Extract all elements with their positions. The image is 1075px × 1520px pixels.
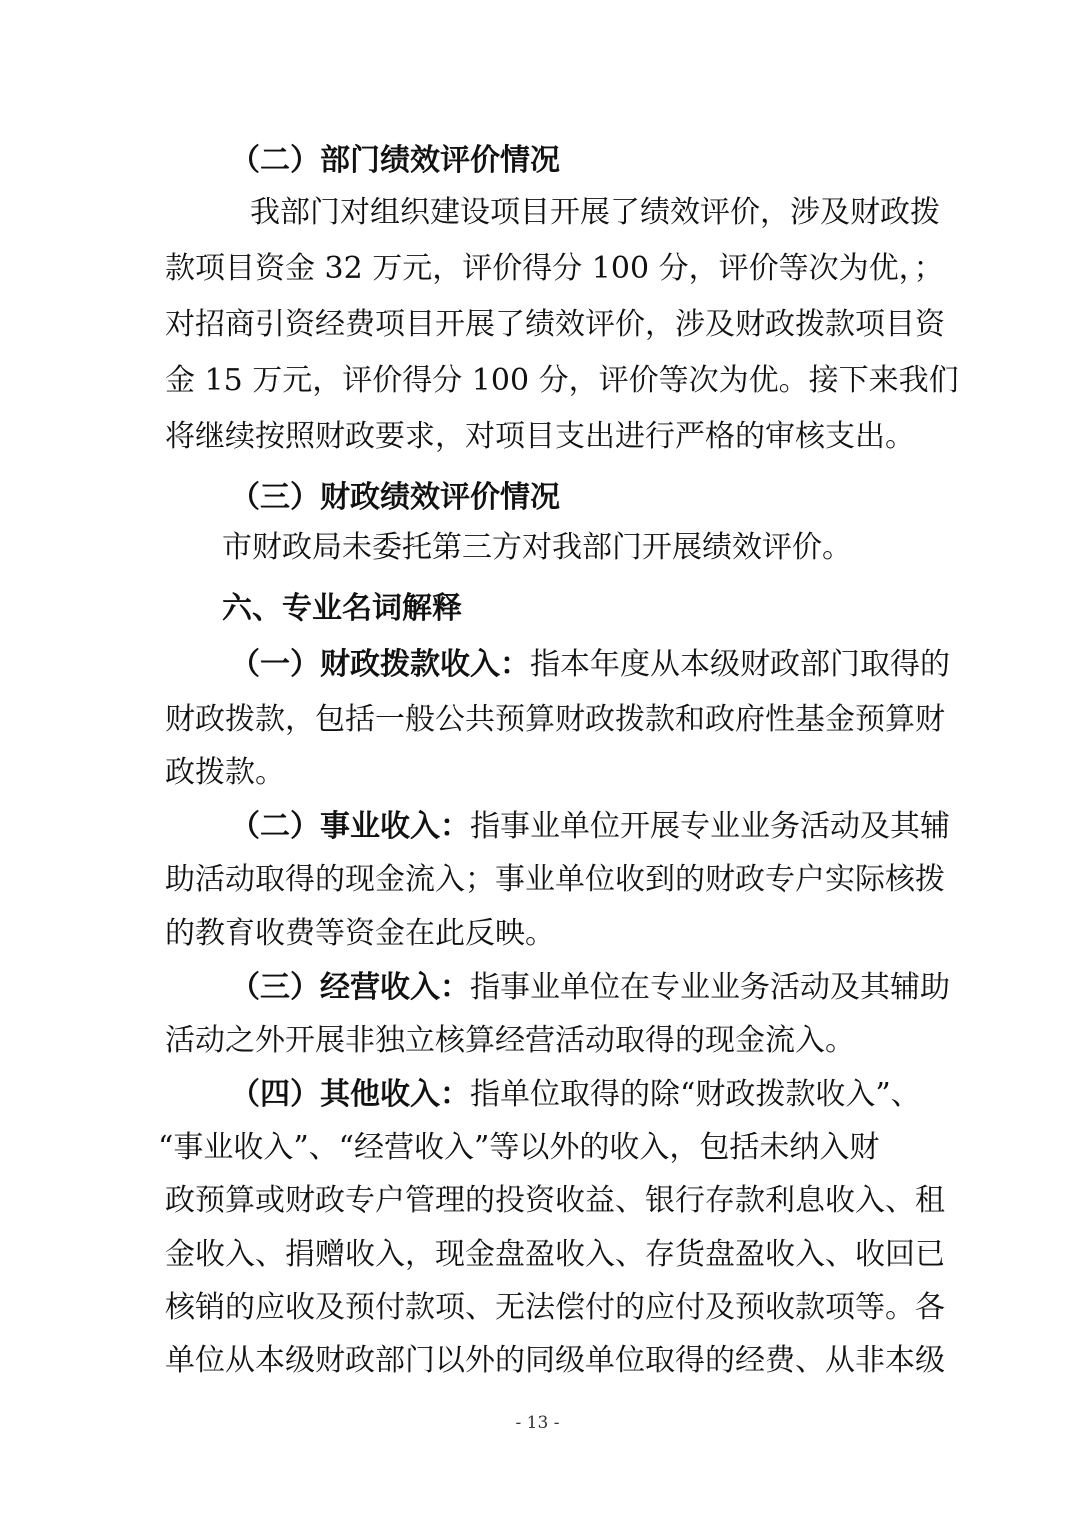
term-3-first-line	[230, 968, 950, 1008]
paragraph-line: 对招商引资经费项目开展了绩效评价，涉及财政拨款项目资	[165, 307, 945, 342]
paragraph-line: 助活动取得的现金流入；事业单位收到的财政专户实际核拨	[165, 862, 945, 897]
term-3-label: （三）经营收入：	[230, 970, 470, 1005]
paragraph-line: “事业收入”、“经营收入”等以外的收入，包括未纳入财	[158, 1130, 880, 1165]
paragraph-line: 的教育收费等资金在此反映。	[165, 916, 555, 951]
paragraph-line: 核销的应收及预付款项、无法偿付的应付及预收款项等。各	[165, 1290, 945, 1325]
paragraph-line: 金 15 万元，评价得分 100 分，评价等次为优。接下来我们	[165, 363, 959, 398]
chapter-6-title: 六、专业名词解释	[222, 591, 462, 626]
term-4-text: 指单位取得的除“财政拨款收入”、	[470, 1077, 921, 1112]
term-3-text: 指事业单位在专业业务活动及其辅助	[470, 970, 950, 1005]
term-1-text: 指本年度从本级财政部门取得的	[530, 647, 950, 682]
term-1-label: （一）财政拨款收入：	[230, 647, 530, 682]
page-number: - 13 -	[515, 1413, 560, 1433]
term-4-first-line	[230, 1075, 921, 1115]
paragraph-line: 我部门对组织建设项目开展了绩效评价，涉及财政拨	[250, 195, 940, 230]
term-2-label: （二）事业收入：	[230, 809, 470, 844]
paragraph-line: 单位从本级财政部门以外的同级单位取得的经费、从非本级	[165, 1343, 945, 1378]
term-2-text: 指事业单位开展专业业务活动及其辅	[470, 809, 950, 844]
paragraph-line: 财政拨款，包括一般公共预算财政拨款和政府性基金预算财	[165, 702, 945, 737]
paragraph-line: 市财政局未委托第三方对我部门开展绩效评价。	[222, 530, 852, 565]
term-4-label: （四）其他收入：	[230, 1077, 470, 1112]
section-2-title: （二）部门绩效评价情况	[230, 143, 560, 178]
term-2-first-line	[230, 807, 950, 847]
paragraph-line: 政预算或财政专户管理的投资收益、银行存款利息收入、租	[165, 1183, 945, 1218]
paragraph-line: 金收入、捐赠收入，现金盘盈收入、存货盘盈收入、收回已	[165, 1237, 945, 1272]
paragraph-line: 将继续按照财政要求，对项目支出进行严格的审核支出。	[165, 419, 915, 454]
term-1-first-line	[230, 645, 950, 685]
paragraph-line: 款项目资金 32 万元，评价得分 100 分，评价等次为优，；	[165, 251, 944, 286]
paragraph-line: 活动之外开展非独立核算经营活动取得的现金流入。	[165, 1023, 855, 1058]
section-3-title: （三）财政绩效评价情况	[230, 480, 560, 515]
paragraph-line: 政拨款。	[165, 755, 285, 790]
